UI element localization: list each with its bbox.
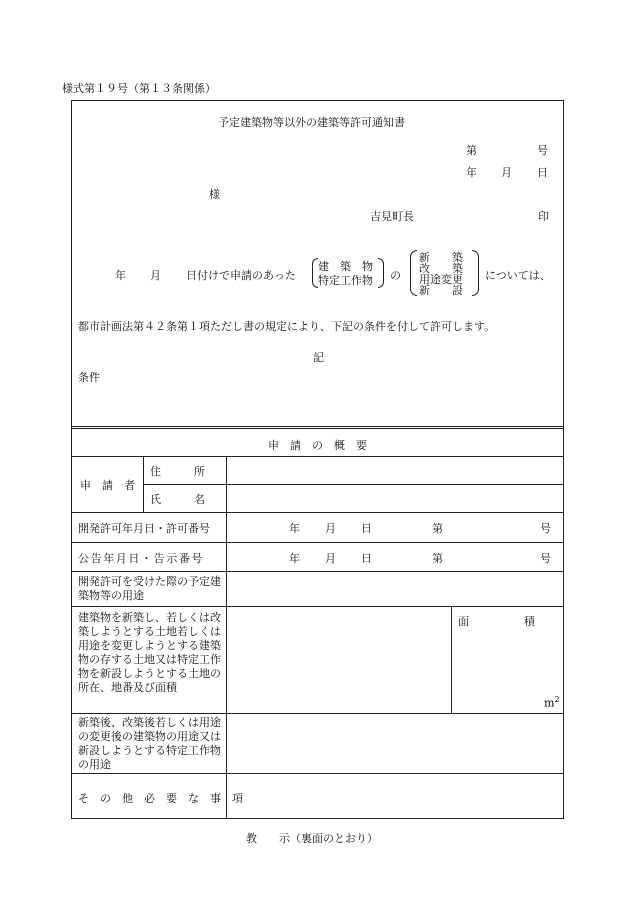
area-unit: $m^2$ — [544, 695, 560, 710]
area-label: 面 積 — [458, 615, 535, 628]
addressee-suffix: 様 — [209, 188, 220, 201]
date-day: 日 — [537, 166, 548, 179]
dev-permit-month: 月 — [325, 522, 336, 535]
conditions-label: 条件 — [78, 371, 100, 384]
applicant-address-label: 住 所 — [150, 465, 205, 478]
form-number-label: 様式第１９号（第１３条関係） — [62, 82, 216, 95]
date-month: 月 — [501, 166, 512, 179]
dev-permit-go: 号 — [540, 522, 551, 535]
dev-permit-day: 日 — [361, 522, 372, 535]
dev-permit-label: 開発許可年月日・許可番号 — [78, 522, 210, 535]
body-date-text: 日付けで申請のあった — [186, 269, 296, 282]
land-label: 建築物を新築し、若しくは改築しようとする土地若しくは用途を変更しようとする建築物の存する土地又は特定工作物を新設しようとする土地の所在、地番及び面積 — [78, 611, 221, 694]
document-title: 予定建築物等以外の建築等許可通知書 — [218, 116, 405, 129]
notice-label: 公告年月日・告示番号 — [78, 552, 204, 565]
other-matters-label: そ の 他 必 要 な 事 項 — [78, 792, 243, 805]
left-paren-2 — [410, 250, 417, 296]
body-month: 月 — [150, 269, 161, 282]
right-paren-1 — [378, 258, 384, 288]
action-rebuild: 改 築 — [419, 262, 463, 275]
body-year: 年 — [115, 269, 126, 282]
notice-day: 日 — [361, 552, 372, 565]
number-dai: 第 — [466, 144, 477, 157]
section-divider — [71, 426, 564, 427]
applicant-label: 申 請 者 — [80, 479, 135, 492]
body-no: の — [390, 269, 401, 282]
issuer-name: 吉見町長 — [370, 210, 414, 223]
right-paren-2 — [472, 250, 479, 296]
notice-month: 月 — [325, 552, 336, 565]
action-change-use: 用途変更 — [419, 273, 463, 286]
seal-mark: 印 — [538, 210, 549, 223]
building-type-structure: 特定工作物 — [318, 274, 373, 287]
form-frame — [71, 100, 564, 819]
date-year: 年 — [466, 166, 477, 179]
body-tail: については、 — [485, 269, 551, 282]
notice-year: 年 — [289, 552, 300, 565]
dev-permit-dai: 第 — [432, 522, 443, 535]
notice-go: 号 — [540, 552, 551, 565]
body-legal-basis: 都市計画法第４２条第１項ただし書の規定により、下記の条件を付して許可します。 — [78, 320, 496, 333]
action-new-build: 新 築 — [419, 251, 463, 264]
notice-dai: 第 — [432, 552, 443, 565]
instruction-footer: 教 示（裏面のとおり） — [246, 832, 378, 845]
number-go: 号 — [537, 144, 548, 157]
action-new-install: 新 設 — [419, 284, 463, 297]
building-type-building: 建 築 物 — [318, 260, 373, 273]
planned-use-label: 開発許可を受けた際の予定建築物等の用途 — [78, 575, 221, 602]
applicant-name-label: 氏 名 — [150, 493, 205, 506]
after-use-label: 新築後、改築後若しくは用途の変更後の建築物の用途又は新設しようとする特定工作物の用途 — [78, 716, 221, 771]
dev-permit-year: 年 — [289, 522, 300, 535]
summary-header: 申 請 の 概 要 — [268, 439, 367, 452]
ki-heading: 記 — [313, 351, 324, 364]
